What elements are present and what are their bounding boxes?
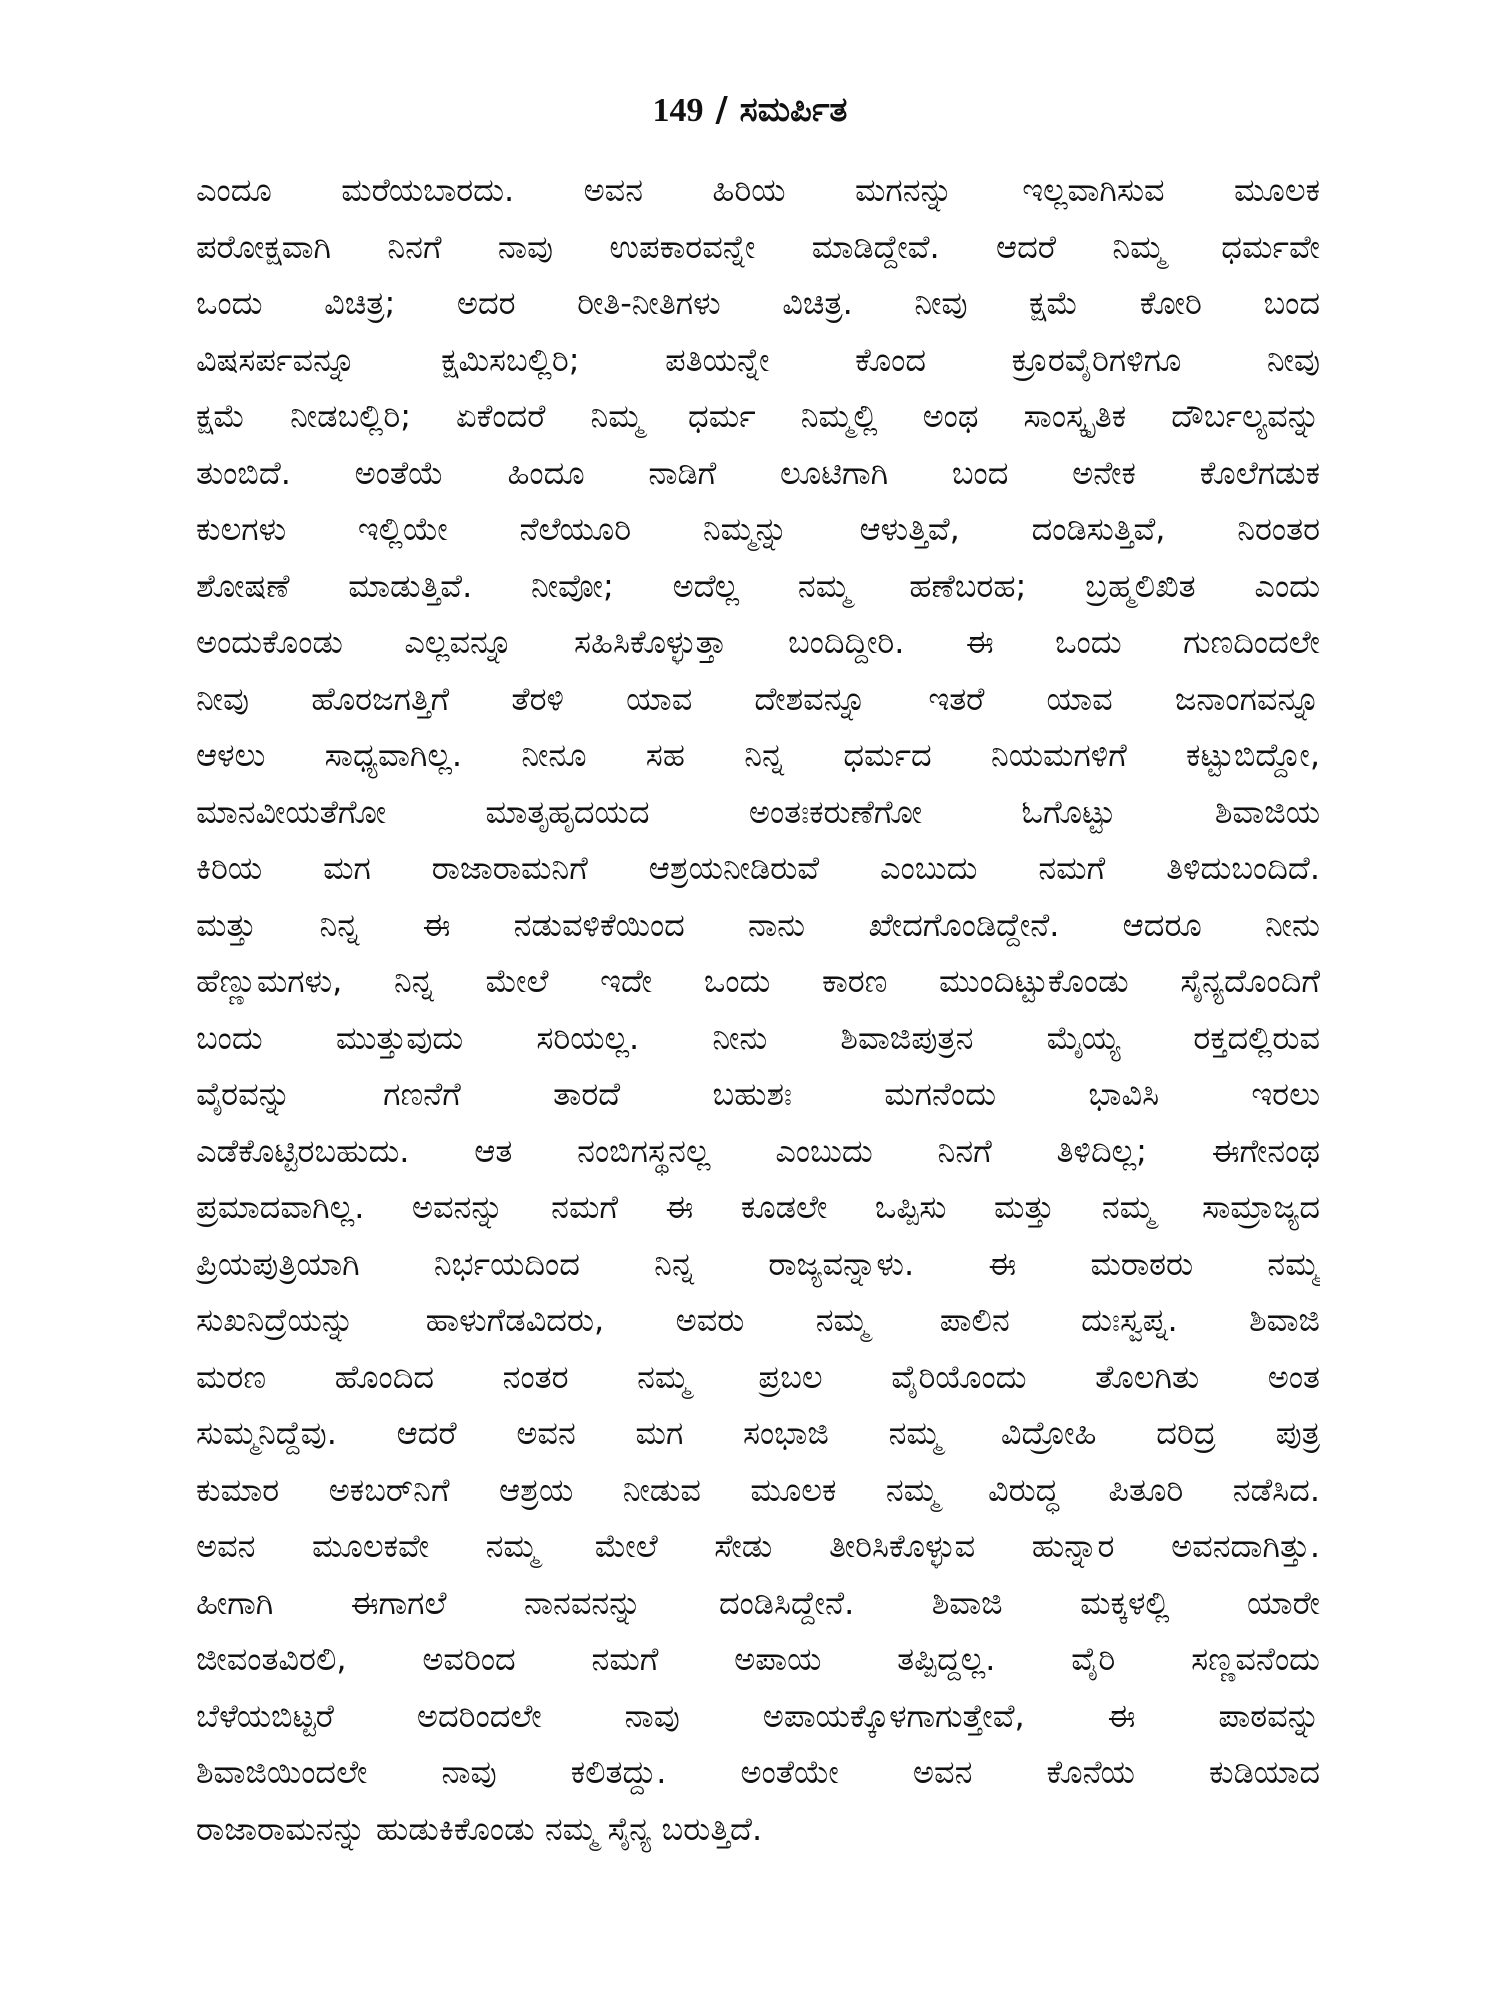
text-line: ಹೀಗಾಗಿ ಈಗಾಗಲೆ ನಾನವನನ್ನು ದಂಡಿಸಿದ್ದೇನೆ. ಶಿವಾಜಿ ಮಕ್ಕಳಲ್ಲಿ ಯಾರೇ [196,1583,1320,1622]
text-line: ಬಂದು ಮುತ್ತುವುದು ಸರಿಯಲ್ಲ. ನೀನು ಶಿವಾಜಿಪುತ್ರನ ಮೈಯ್ಯ ರಕ್ತದಲ್ಲಿರುವ [196,1018,1320,1057]
text-line: ಸುಮ್ಮನಿದ್ದೆವು. ಆದರೆ ಅವನ ಮಗ ಸಂಭಾಜಿ ನಮ್ಮ ವಿದ್ರೋಹಿ ದರಿದ್ರ ಪುತ್ರ [196,1414,1320,1452]
page-body [196,162,1320,1857]
text-line: ವಿಷಸರ್ಪವನ್ನೂ ಕ್ಷಮಿಸಬಲ್ಲಿರಿ; ಪತಿಯನ್ನೇ ಕೊಂದ ಕ್ರೂರವೈರಿಗಳಿಗೂ ನೀವು [196,340,1320,379]
text-line: ಕುಲಗಳು ಇಲ್ಲಿಯೇ ನೆಲೆಯೂರಿ ನಿಮ್ಮನ್ನು ಆಳುತ್ತಿವೆ, ದಂಡಿಸುತ್ತಿವೆ, ನಿರಂತರ [196,510,1320,548]
text-line: ಶೋಷಣೆ ಮಾಡುತ್ತಿವೆ. ನೀವೋ; ಅದೆಲ್ಲ ನಮ್ಮ ಹಣೆಬರಹ; ಬ್ರಹ್ಮಲಿಖಿತ ಎಂದು [196,566,1320,605]
text-line: ಮತ್ತು ನಿನ್ನ ಈ ನಡುವಳಿಕೆಯಿಂದ ನಾನು ಖೇದಗೊಂಡಿದ್ದೇನೆ. ಆದರೂ ನೀನು [196,905,1320,944]
text-line: ಕಿರಿಯ ಮಗ ರಾಜಾರಾಮನಿಗೆ ಆಶ್ರಯನೀಡಿರುವೆ ಎಂಬುದು ನಮಗೆ ತಿಳಿದುಬಂದಿದೆ. [196,849,1320,887]
page-number: 149 [652,92,704,129]
text-line: ಆಳಲು ಸಾಧ್ಯವಾಗಿಲ್ಲ. ನೀನೂ ಸಹ ನಿನ್ನ ಧರ್ಮದ ನಿಯಮಗಳಿಗೆ ಕಟ್ಟುಬಿದ್ದೋ, [196,736,1320,774]
text-line: ನೀವು ಹೊರಜಗತ್ತಿಗೆ ತೆರಳಿ ಯಾವ ದೇಶವನ್ನೂ ಇತರೆ ಯಾವ ಜನಾಂಗವನ್ನೂ [196,679,1320,718]
text-line: ಮಾನವೀಯತೆಗೋ ಮಾತೃಹೃದಯದ ಅಂತಃಕರುಣೆಗೋ ಓಗೊಟ್ಟು ಶಿವಾಜಿಯ [196,792,1320,831]
text-line: ಎಡೆಕೊಟ್ಟಿರಬಹುದು. ಆತ ನಂಬಿಗಸ್ಥನಲ್ಲ ಎಂಬುದು ನಿನಗೆ ತಿಳಿದಿಲ್ಲ; ಈಗೇನಂಥ [196,1131,1320,1170]
text-line: ಜೀವಂತವಿರಲಿ, ಅವರಿಂದ ನಮಗೆ ಅಪಾಯ ತಪ್ಪಿದ್ದಲ್ಲ. ವೈರಿ ಸಣ್ಣವನೆಂದು [196,1640,1320,1678]
text-line: ಕ್ಷಮೆ ನೀಡಬಲ್ಲಿರಿ; ಏಕೆಂದರೆ ನಿಮ್ಮ ಧರ್ಮ ನಿಮ್ಮಲ್ಲಿ ಅಂಥ ಸಾಂಸ್ಕೃತಿಕ ದೌರ್ಬಲ್ಯವನ್ನು [196,397,1320,435]
text-line: ಪರೋಕ್ಷವಾಗಿ ನಿನಗೆ ನಾವು ಉಪಕಾರವನ್ನೇ ಮಾಡಿದ್ದೇವೆ. ಆದರೆ ನಿಮ್ಮ ಧರ್ಮವೇ [196,227,1320,266]
page-header [0,88,1500,133]
text-line: ಒಂದು ವಿಚಿತ್ರ; ಅದರ ರೀತಿ-ನೀತಿಗಳು ವಿಚಿತ್ರ. ನೀವು ಕ್ಷಮೆ ಕೋರಿ ಬಂದ [196,284,1320,322]
text-line: ಮರಣ ಹೊಂದಿದ ನಂತರ ನಮ್ಮ ಪ್ರಬಲ ವೈರಿಯೊಂದು ತೊಲಗಿತು ಅಂತ [196,1357,1320,1396]
text-line: ಕುಮಾರ ಅಕಬರ್‌ನಿಗೆ ಆಶ್ರಯ ನೀಡುವ ಮೂಲಕ ನಮ್ಮ ವಿರುದ್ಧ ಪಿತೂರಿ ನಡೆಸಿದ. [196,1470,1320,1509]
text-line: ಹೆಣ್ಣುಮಗಳು, ನಿನ್ನ ಮೇಲೆ ಇದೇ ಒಂದು ಕಾರಣ ಮುಂದಿಟ್ಟುಕೊಂಡು ಸೈನ್ಯದೊಂದಿಗೆ [196,962,1320,1000]
text-line: ವೈರವನ್ನು ಗಣನೆಗೆ ತಾರದೆ ಬಹುಶಃ ಮಗನೆಂದು ಭಾವಿಸಿ ಇರಲು [196,1075,1320,1113]
text-line: ಅಂದುಕೊಂಡು ಎಲ್ಲವನ್ನೂ ಸಹಿಸಿಕೊಳ್ಳುತ್ತಾ ಬಂದಿದ್ದೀರಿ. ಈ ಒಂದು ಗುಣದಿಂದಲೇ [196,623,1320,661]
header-separator: / [715,90,728,130]
text-line: ಬೆಳೆಯಬಿಟ್ಟರೆ ಅದರಿಂದಲೇ ನಾವು ಅಪಾಯಕ್ಕೊಳಗಾಗುತ್ತೇವೆ, ಈ ಪಾಠವನ್ನು [196,1696,1320,1735]
text-line: ತುಂಬಿದೆ. ಅಂತೆಯೆ ಹಿಂದೂ ನಾಡಿಗೆ ಲೂಟಿಗಾಗಿ ಬಂದ ಅನೇಕ ಕೊಲೆಗಡುಕ [196,453,1320,492]
text-line: ಪ್ರಮಾದವಾಗಿಲ್ಲ. ಅವನನ್ನು ನಮಗೆ ಈ ಕೂಡಲೇ ಒಪ್ಪಿಸು ಮತ್ತು ನಮ್ಮ ಸಾಮ್ರಾಜ್ಯದ [196,1188,1320,1226]
text-line: ರಾಜಾರಾಮನನ್ನು ಹುಡುಕಿಕೊಂಡು ನಮ್ಮ ಸೈನ್ಯ ಬರುತ್ತಿದೆ. [196,1809,763,1848]
text-line: ಎಂದೂ ಮರೆಯಬಾರದು. ಅವನ ಹಿರಿಯ ಮಗನನ್ನು ಇಲ್ಲವಾಗಿಸುವ ಮೂಲಕ [196,171,1320,209]
text-line: ಶಿವಾಜಿಯಿಂದಲೇ ನಾವು ಕಲಿತದ್ದು. ಅಂತೆಯೇ ಅವನ ಕೊನೆಯ ಕುಡಿಯಾದ [196,1753,1320,1791]
text-line: ಅವನ ಮೂಲಕವೇ ನಮ್ಮ ಮೇಲೆ ಸೇಡು ತೀರಿಸಿಕೊಳ್ಳುವ ಹುನ್ನಾರ ಅವನದಾಗಿತ್ತು. [196,1527,1320,1565]
text-line: ಪ್ರಿಯಪುತ್ರಿಯಾಗಿ ನಿರ್ಭಯದಿಂದ ನಿನ್ನ ರಾಜ್ಯವನ್ನಾಳು. ಈ ಮರಾಠರು ನಮ್ಮ [196,1244,1320,1283]
text-line: ಸುಖನಿದ್ರೆಯನ್ನು ಹಾಳುಗೆಡವಿದರು, ಅವರು ನಮ್ಮ ಪಾಲಿನ ದುಃಸ್ವಪ್ನ. ಶಿವಾಜಿ [196,1301,1320,1339]
book-title: ಸಮರ್ಪಿತ [739,90,848,130]
